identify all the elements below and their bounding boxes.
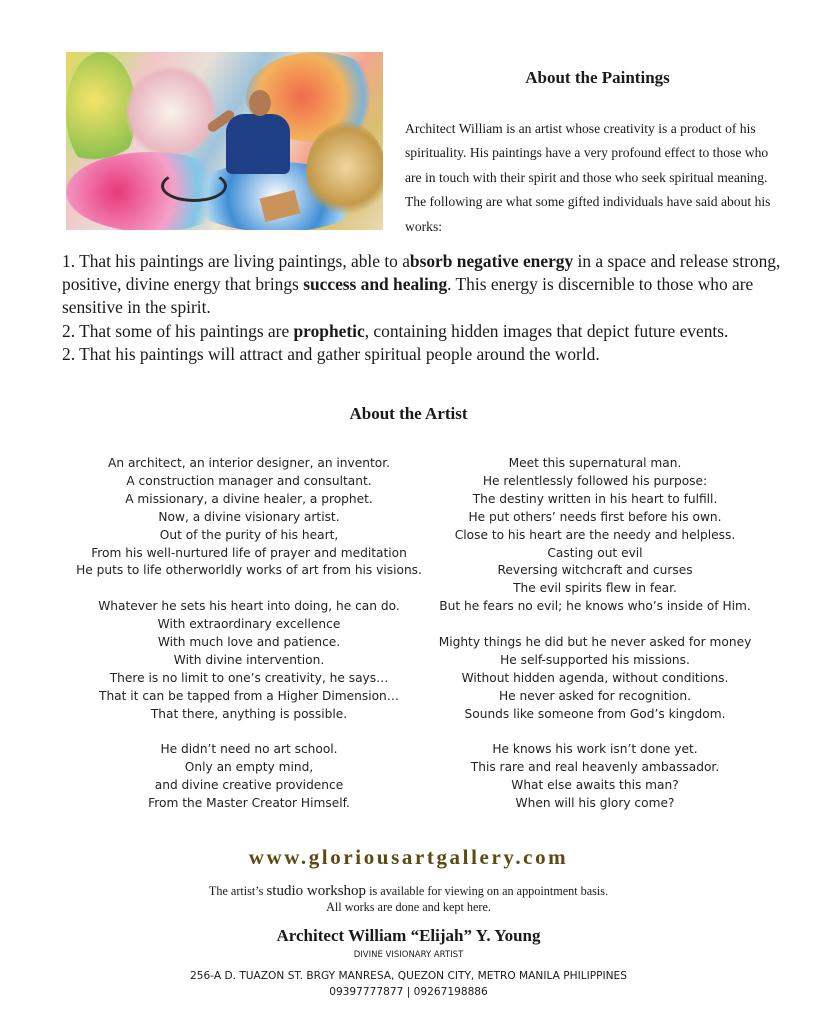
poem-line: But he fears no evil; he knows who’s inside of Him. — [439, 599, 751, 614]
poem-line: From his well-nurtured life of prayer and meditation — [91, 545, 407, 560]
point-3 — [62, 343, 792, 366]
point-2-bold: prophetic — [293, 320, 365, 341]
poem-line: With much love and patience. — [157, 635, 341, 650]
paintings-heading: About the Paintings — [525, 68, 670, 87]
artist-title: DIVINE VISIONARY ARTIST — [353, 950, 464, 960]
point-3-text: 2. That his paintings will attract and gather spiritual people around the world. — [62, 343, 600, 364]
poem-line: That there, anything is possible. — [150, 706, 348, 721]
poem-line: and divine creative providence — [154, 778, 344, 793]
poem-stanza — [405, 634, 785, 724]
poem-line: With divine intervention. — [173, 652, 325, 667]
poem-line: The evil spirits flew in fear. — [513, 581, 677, 596]
point-2 — [62, 320, 792, 343]
studio-note-emphasis: studio workshop — [266, 883, 367, 899]
artist-poem-right-column — [405, 455, 785, 831]
poem-line: Meet this supernatural man. — [508, 456, 682, 470]
point-2-text-a: 2. That some of his paintings are — [62, 320, 294, 341]
poem-line: With extraordinary excellence — [157, 617, 341, 632]
poem-line: Now, a divine visionary artist. — [158, 509, 340, 524]
point-2-text-b: , containing hidden images that depict future events. — [364, 320, 729, 341]
studio-note-line2: All works are done and kept here. — [326, 900, 491, 914]
point-1-text-c: . This energy is discernible to those who are sensitive in the spirit. — [62, 274, 754, 318]
poem-line: He never asked for recognition. — [498, 688, 691, 703]
poem-line: There is no limit to one’s creativity, he says… — [109, 670, 389, 685]
studio-note — [0, 883, 817, 915]
contact-block — [0, 968, 817, 1000]
poem-line: Reversing witchcraft and curses — [497, 563, 693, 578]
paintings-intro: Architect William is an artist whose creativity is a product of his spirituality. His paintings have a very profound effect to those who are in touch with their spirit and those who seek spiritual meaning. The following are what some gifted individuals have said about his works: — [405, 121, 771, 234]
poem-line: He put others’ needs first before his own. — [468, 509, 722, 524]
gallery-website[interactable]: www.gloriousartgallery.com — [248, 845, 569, 869]
point-1-bold-a: bsorb negative energy — [409, 251, 574, 271]
poem-line: He relentlessly followed his purpose: — [482, 473, 708, 488]
poem-line: A missionary, a divine healer, a prophet. — [125, 491, 373, 506]
point-1-text-b: in a space and release strong, positive, divine energy that brings — [62, 251, 781, 295]
poem-line: He puts to life otherworldly works of art from his visions. — [76, 563, 422, 578]
poem-stanza — [59, 455, 439, 580]
poem-line: Whatever he sets his heart into doing, he can do. — [98, 599, 400, 614]
studio-note-post: is available for viewing on an appointment basis. — [366, 884, 609, 898]
poem-line: That it can be tapped from a Higher Dimension… — [99, 688, 399, 703]
phone-numbers: 09397777877 | 09267198886 — [329, 986, 488, 998]
poem-line: He self-supported his missions. — [500, 652, 690, 667]
poem-line: What else awaits this man? — [511, 778, 679, 793]
poem-stanza — [59, 741, 439, 813]
poem-line: He knows his work isn’t done yet. — [492, 742, 698, 757]
paintings-points — [62, 250, 792, 366]
artist-heading: About the Artist — [349, 404, 468, 423]
poem-line: Out of the purity of his heart, — [159, 527, 339, 542]
poem-stanza — [59, 598, 439, 723]
artist-studio-photo — [66, 52, 383, 230]
address: 256-A D. TUAZON ST. BRGY MANRESA, QUEZON CITY, METRO MANILA PHILIPPINES — [190, 970, 627, 982]
poem-stanza — [405, 741, 785, 813]
poem-line: Close to his heart are the needy and helpless. — [454, 527, 736, 542]
poem-line: Mighty things he did but he never asked for money — [438, 635, 752, 650]
point-1 — [62, 250, 792, 320]
point-1-bold-b: success and healing — [303, 274, 448, 295]
point-1-text-a: 1. That his paintings are living paintings, able to a — [62, 251, 410, 271]
poem-line: Casting out evil — [547, 545, 643, 560]
poem-line: He didn’t need no art school. — [160, 742, 338, 757]
artist-name: Architect William “Elijah” Y. Young — [276, 926, 541, 945]
artist-poem-left-column — [59, 455, 439, 831]
poem-line: Sounds like someone from God’s kingdom. — [464, 706, 726, 721]
poem-line: This rare and real heavenly ambassador. — [470, 760, 720, 775]
studio-note-pre: The artist’s — [208, 884, 267, 898]
poem-stanza — [405, 455, 785, 616]
poem-line: An architect, an interior designer, an inventor. — [108, 456, 390, 470]
poem-line: Only an empty mind, — [184, 760, 314, 775]
poem-line: The destiny written in his heart to fulfill. — [472, 491, 718, 506]
poem-line: A construction manager and consultant. — [126, 473, 372, 488]
poem-line: Without hidden agenda, without conditions. — [461, 670, 729, 685]
poem-line: When will his glory come? — [515, 796, 675, 811]
poem-line: From the Master Creator Himself. — [148, 796, 350, 811]
